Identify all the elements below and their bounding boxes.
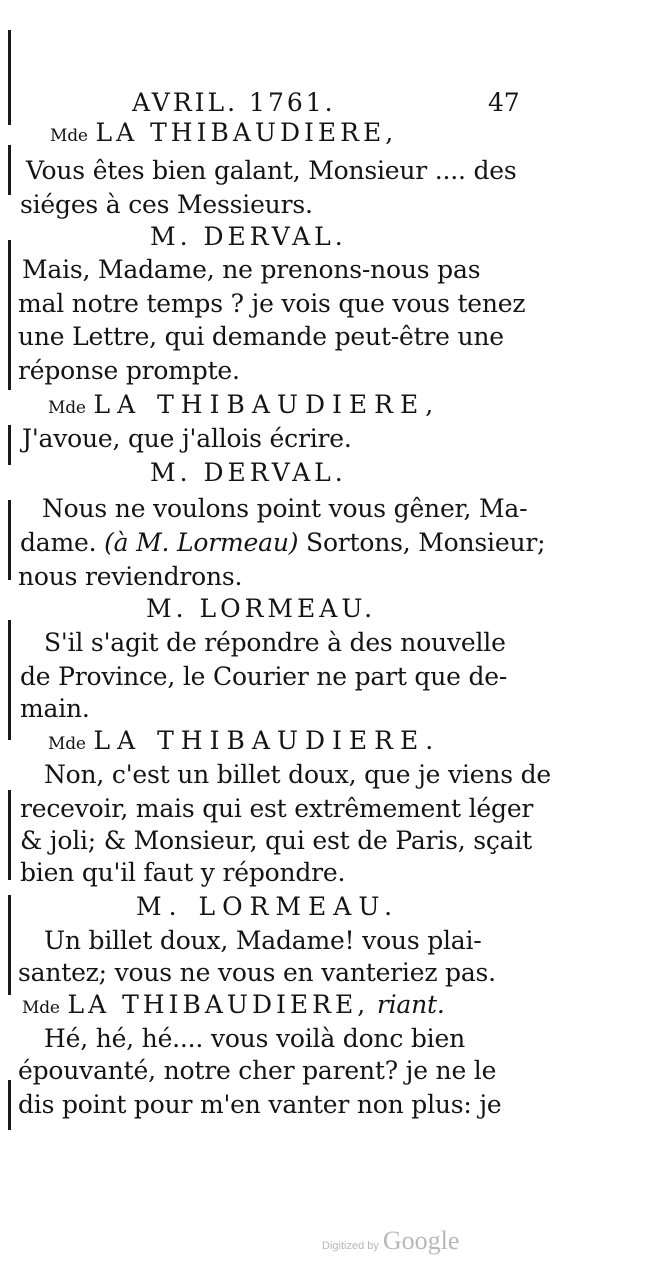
speaker-prefix: Mde [48,734,86,754]
page-number: 47 [488,88,520,117]
text-line: Vous êtes bien galant, Monsieur .... des [26,156,517,185]
speaker-name: LA THIBAUDIERE, [95,118,398,147]
speaker-name: LA THIBAUDIERE, [93,390,441,419]
stage-direction: (à M. Lormeau) [104,528,299,557]
speaker-name: LA THIBAUDIERE. [93,726,441,755]
text-line: siéges à ces Messieurs. [20,190,313,219]
speaker-heading [50,118,397,151]
text-line: main. [20,694,90,723]
text-line: mal notre temps ? je vois que vous tenez [18,289,526,318]
digitized-by-google-watermark [322,1226,459,1256]
text-line: & joli; & Monsieur, qui est de Paris, sçait [20,826,532,855]
text-line: de Province, le Courier ne part que de- [20,662,508,691]
speaker-prefix: Mde [48,398,86,418]
text-line: Mais, Madame, ne prenons-nous pas [22,255,481,284]
speaker-heading: M. LORMEAU. [146,594,377,623]
page-edge-shadow [8,895,11,995]
page-edge-shadow [8,500,11,580]
text-line [20,528,545,558]
text-line: santez; vous ne vous en vanteriez pas. [18,958,496,987]
page-edge-shadow [8,620,11,740]
page-edge-shadow [8,790,11,880]
speaker-name: LA THIBAUDIERE, [67,990,370,1019]
page-edge-shadow [8,145,11,195]
speaker-prefix: Mde [22,998,60,1018]
page-edge-shadow [8,1080,11,1130]
text-segment: dame. [20,528,97,557]
text-line: Nous ne voulons point vous gêner, Ma- [42,494,528,523]
text-line: dis point pour m'en vanter non plus: je [18,1090,502,1119]
speaker-prefix: Mde [50,126,88,146]
text-line: réponse prompte. [18,356,240,385]
page-edge-shadow [8,30,11,125]
text-line: épouvanté, notre cher parent? je ne le [18,1056,497,1085]
text-line: Un billet doux, Madame! vous plai- [44,926,482,955]
speaker-heading: M. LORMEAU. [136,892,400,921]
speaker-heading [48,726,440,759]
text-line: bien qu'il faut y répondre. [20,858,346,887]
watermark-prefix: Digitized by [322,1240,379,1252]
text-line: Non, c'est un billet doux, que je viens de [44,760,552,789]
text-line: S'il s'agit de répondre à des nouvelle [44,628,506,657]
text-line: Hé, hé, hé.... vous voilà donc bien [44,1024,465,1053]
speaker-heading: M. DERVAL. [150,222,347,251]
text-line: J'avoue, que j'allois écrire. [22,424,352,453]
text-line: nous reviendrons. [18,562,243,591]
speaker-heading: M. DERVAL. [150,458,347,487]
text-line: recevoir, mais qui est extrêmement léger [20,794,534,823]
text-segment: Sortons, Monsieur; [306,528,546,557]
page-edge-shadow [8,240,11,390]
page-edge-shadow [8,425,11,465]
speaker-heading [48,390,440,423]
google-logo-text: Google [382,1226,460,1255]
text-line: une Lettre, qui demande peut-être une [18,322,504,351]
speaker-heading [22,990,445,1023]
stage-direction: riant. [376,990,445,1019]
running-title: AVRIL. 1761. [132,88,336,117]
